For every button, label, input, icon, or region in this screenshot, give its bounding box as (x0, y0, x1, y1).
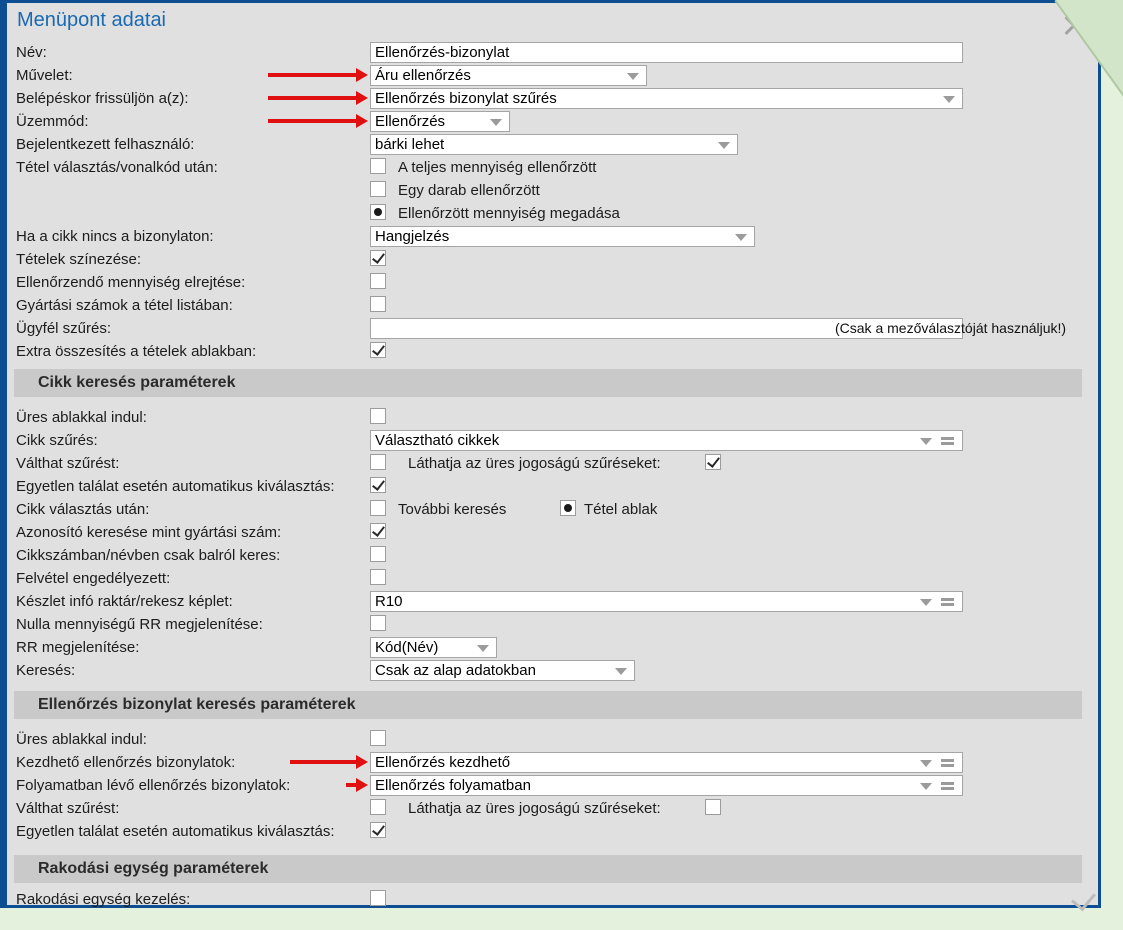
field-label: Gyártási számok a tétel listában: (16, 297, 233, 314)
selected-value: R10 (375, 593, 403, 610)
form-row-teljes-mennyiseg-ellenorzott (0, 156, 1101, 179)
red-arrow-annotation (290, 760, 356, 764)
field-label: Kezdhető ellenőrzés bizonylatok: (16, 754, 236, 771)
form-row-nev (0, 41, 1101, 64)
kereses-select[interactable] (370, 660, 635, 681)
section-title: Cikk keresés paraméterek (38, 374, 236, 391)
keszlet-info-keplet-select[interactable] (370, 591, 963, 612)
red-arrow-annotation (268, 73, 356, 77)
chevron-down-icon (477, 645, 489, 652)
form-row-ha-a-cikk-nincs (0, 225, 1101, 248)
field-label: Belépéskor frissüljön a(z): (16, 90, 189, 107)
field-label: Üres ablakkal indul: (16, 409, 147, 426)
kezdheto-ellenorzes-bizonylatok-select[interactable] (370, 752, 963, 773)
ures-ablakkal-indul-1-checkbox[interactable] (370, 408, 386, 424)
field-label: Azonosító keresése mint gyártási szám: (16, 524, 282, 541)
chevron-down-icon (920, 438, 932, 445)
form-row-muvelet (0, 64, 1101, 87)
form-row-ellenorzendo-mennyiseg-elrejtese (0, 271, 1101, 294)
inline-label: Láthatja az üres jogoságú szűréseket: (408, 800, 661, 817)
field-label: Készlet infó raktár/rekesz képlet: (16, 593, 233, 610)
cikk-szures-select[interactable] (370, 430, 963, 451)
field-label: Válthat szűrést: (16, 800, 120, 817)
form-row-rakodasi-egyseg-kezeles (0, 888, 1101, 911)
cikk-valasztas-utan-radio[interactable] (560, 500, 576, 516)
field-chooser-icon (941, 598, 954, 607)
dialog-title: Menüpont adatai (17, 9, 167, 31)
form-row-rr-megjelenitese (0, 636, 1101, 659)
rakodasi-egyseg-kezeles-checkbox[interactable] (370, 890, 386, 906)
field-label: Művelet: (16, 67, 73, 84)
chevron-down-icon (627, 73, 639, 80)
red-arrow-annotation (268, 96, 356, 100)
section-header-rakodasi-egyseg-parameterek (14, 855, 1082, 883)
tetelek-szinezese-checkbox[interactable] (370, 250, 386, 266)
form-row-tetelek-szinezese (0, 248, 1101, 271)
section-title: Ellenőrzés bizonylat keresés paraméterek (38, 696, 356, 713)
field-label: Üres ablakkal indul: (16, 731, 147, 748)
field-label: Ügyfél szűrés: (16, 320, 112, 337)
field-label: Cikk szűrés: (16, 432, 98, 449)
nev-input[interactable]: Ellenőrzés-bizonylat (370, 42, 963, 63)
valthat-szurest-1-secondary-checkbox[interactable] (705, 454, 721, 470)
chevron-down-icon (943, 96, 955, 103)
form-row-gyartasi-szamok-tetel-listaban (0, 294, 1101, 317)
selected-value: bárki lehet (375, 136, 445, 153)
chevron-down-icon (920, 599, 932, 606)
field-label: Rakodási egység kezelés: (16, 891, 191, 908)
form-row-kezdheto-ellenorzes-bizonylatok (0, 751, 1101, 774)
form-row-valthat-szurest-1 (0, 452, 1101, 475)
form-row-egyetlen-talalat-1 (0, 475, 1101, 498)
option-label: Ellenőrzött mennyiség megadása (398, 205, 620, 222)
selected-value: Ellenőrzés (375, 113, 446, 130)
uzemmod-select[interactable] (370, 111, 510, 132)
field-label: Válthat szűrést: (16, 455, 120, 472)
form-row-valthat-szurest-2 (0, 797, 1101, 820)
extra-osszesites-checkbox[interactable] (370, 342, 386, 358)
field-label: Egyetlen találat esetén automatikus kiválasztás: (16, 823, 335, 840)
folyamatban-levo-bizonylatok-select[interactable] (370, 775, 963, 796)
chevron-down-icon (718, 142, 730, 149)
field-label: Bejelentkezett felhasználó: (16, 136, 195, 153)
cikk-valasztas-utan-checkbox[interactable] (370, 500, 386, 516)
selected-value: Ellenőrzés folyamatban (375, 777, 531, 794)
ellenorzott-mennyiseg-megadasa-radio[interactable] (370, 204, 386, 220)
field-chooser-icon (941, 437, 954, 446)
selected-value: Ellenőrzés kezdhető (375, 754, 511, 771)
form-row-ellenorzott-mennyiseg-megadasa (0, 202, 1101, 225)
option-label: Tétel ablak (584, 501, 658, 518)
egy-darab-ellenorzott-checkbox[interactable] (370, 181, 386, 197)
field-label: Tételek színezése: (16, 251, 142, 268)
form-row-egy-darab-ellenorzott (0, 179, 1101, 202)
teljes-mennyiseg-ellenorzott-checkbox[interactable] (370, 158, 386, 174)
field-label: Ellenőrzendő mennyiség elrejtése: (16, 274, 246, 291)
selected-value: Ellenőrzés bizonylat szűrés (375, 90, 557, 107)
option-label: Egy darab ellenőrzött (398, 182, 540, 199)
belepeskor-frissuljon-select[interactable] (370, 88, 963, 109)
form-row-keszlet-info-keplet (0, 590, 1101, 613)
section-title: Rakodási egység paraméterek (38, 860, 269, 877)
ha-a-cikk-nincs-select[interactable] (370, 226, 755, 247)
option-label: További keresés (398, 501, 507, 518)
chevron-down-icon (735, 234, 747, 241)
chevron-down-icon (490, 119, 502, 126)
form-row-extra-osszesites (0, 340, 1101, 363)
rr-megjelenitese-select[interactable] (370, 637, 497, 658)
valthat-szurest-1-checkbox[interactable] (370, 454, 386, 470)
form-row-belepeskor-frissuljon (0, 87, 1101, 110)
field-label: Ha a cikk nincs a bizonylaton: (16, 228, 214, 245)
form-row-ugyfel-szures (0, 317, 1101, 340)
field-label: Extra összesítés a tételek ablakban: (16, 343, 257, 360)
form-row-ures-ablakkal-indul-1 (0, 406, 1101, 429)
form-row-uzemmod (0, 110, 1101, 133)
field-hint: (Csak a mezőválasztóját használjuk!) (835, 320, 1067, 336)
selected-value: Választható cikkek (375, 432, 500, 449)
form-row-azonosito-keresese (0, 521, 1101, 544)
chevron-down-icon (920, 760, 932, 767)
felvetel-engedelyezett-checkbox[interactable] (370, 569, 386, 585)
option-label: A teljes mennyiség ellenőrzött (398, 159, 597, 176)
form-row-folyamatban-levo-bizonylatok (0, 774, 1101, 797)
valthat-szurest-2-secondary-checkbox[interactable] (705, 799, 721, 815)
bejelentkezett-felhasznalo-select[interactable] (370, 134, 738, 155)
form-row-nulla-mennyisegu-rr (0, 613, 1101, 636)
red-arrow-annotation (268, 119, 356, 123)
chevron-down-icon (615, 668, 627, 675)
section-header-ellenorzes-bizonylat-kereses-parameterek (14, 691, 1082, 719)
egyetlen-talalat-2-checkbox[interactable] (370, 822, 386, 838)
muvelet-select[interactable] (370, 65, 647, 86)
selected-value: Kód(Név) (375, 639, 439, 656)
form-row-kereses (0, 659, 1101, 682)
form-row-felvetel-engedelyezett (0, 567, 1101, 590)
field-label: RR megjelenítése: (16, 639, 140, 656)
selected-value: Hangjelzés (375, 228, 450, 245)
field-label: Név: (16, 44, 47, 61)
selected-value: Áru ellenőrzés (375, 67, 471, 84)
gyartasi-szamok-tetel-listaban-checkbox[interactable] (370, 296, 386, 312)
form-row-ures-ablakkal-indul-2 (0, 728, 1101, 751)
field-label: Üzemmód: (16, 113, 89, 130)
red-arrow-annotation (346, 783, 356, 787)
field-chooser-icon (941, 782, 954, 791)
field-label: Cikk választás után: (16, 501, 150, 518)
field-label: Nulla mennyiségű RR megjelenítése: (16, 616, 263, 633)
field-label: Tétel választás/vonalkód után: (16, 159, 218, 176)
field-label: Felvétel engedélyezett: (16, 570, 171, 587)
ures-ablakkal-indul-2-checkbox[interactable] (370, 730, 386, 746)
field-label: Keresés: (16, 662, 76, 679)
cikkszamban-balrol-keres-checkbox[interactable] (370, 546, 386, 562)
azonosito-keresese-checkbox[interactable] (370, 523, 386, 539)
field-label: Egyetlen találat esetén automatikus kiválasztás: (16, 478, 335, 495)
form-row-egyetlen-talalat-2 (0, 820, 1101, 843)
form-row-cikk-valasztas-utan (0, 498, 1101, 521)
field-label: Folyamatban lévő ellenőrzés bizonylatok: (16, 777, 291, 794)
form-row-cikkszamban-balrol-keres (0, 544, 1101, 567)
form-row-bejelentkezett-felhasznalo (0, 133, 1101, 156)
field-chooser-icon (941, 759, 954, 768)
nulla-mennyisegu-rr-checkbox[interactable] (370, 615, 386, 631)
ellenorzendo-mennyiseg-elrejtese-checkbox[interactable] (370, 273, 386, 289)
field-label: Cikkszámban/névben csak balról keres: (16, 547, 281, 564)
selected-value: Csak az alap adatokban (375, 662, 536, 679)
egyetlen-talalat-1-checkbox[interactable] (370, 477, 386, 493)
inline-label: Láthatja az üres jogoságú szűréseket: (408, 455, 661, 472)
chevron-down-icon (920, 783, 932, 790)
valthat-szurest-2-checkbox[interactable] (370, 799, 386, 815)
form-row-cikk-szures (0, 429, 1101, 452)
section-header-cikk-kereses-parameterek (14, 369, 1082, 397)
